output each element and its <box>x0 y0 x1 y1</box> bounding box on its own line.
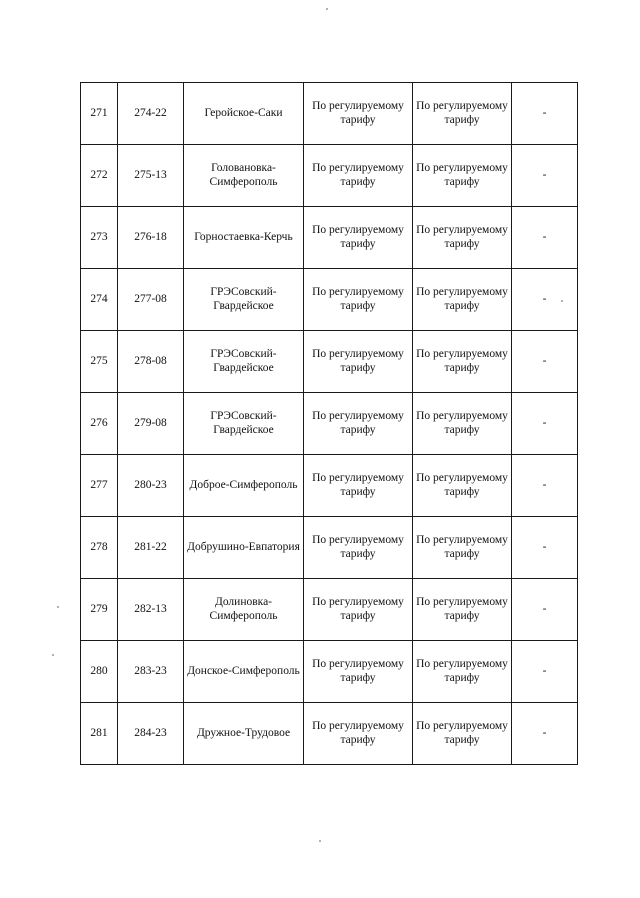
registry-code-cell: 277-08 <box>118 269 184 331</box>
registry-code-cell: 274-22 <box>118 83 184 145</box>
note-cell: - <box>512 703 578 765</box>
note-cell: - <box>512 331 578 393</box>
tariff-type-cell: По регулируемому тарифу <box>304 331 413 393</box>
route-number-cell: 279 <box>81 579 118 641</box>
table-row <box>81 393 578 455</box>
note-cell: - <box>512 517 578 579</box>
route-name-cell: ГРЭСовский-Гвардейское <box>184 269 304 331</box>
routes-table <box>80 82 578 765</box>
table-row <box>81 145 578 207</box>
registry-code-cell: 281-22 <box>118 517 184 579</box>
route-number-cell: 276 <box>81 393 118 455</box>
route-name-cell: Доброе-Симферополь <box>184 455 304 517</box>
tariff-type-cell: По регулируемому тарифу <box>304 455 413 517</box>
note-cell: - <box>512 641 578 703</box>
scan-speck <box>319 840 321 842</box>
tariff-type-cell-2: По регулируемому тарифу <box>413 207 512 269</box>
route-number-cell: 274 <box>81 269 118 331</box>
tariff-type-cell-2: По регулируемому тарифу <box>413 83 512 145</box>
tariff-type-cell: По регулируемому тарифу <box>304 145 413 207</box>
registry-code-cell: 279-08 <box>118 393 184 455</box>
tariff-type-cell-2: По регулируемому тарифу <box>413 703 512 765</box>
scan-speck <box>561 300 563 302</box>
route-name-cell: Дружное-Трудовое <box>184 703 304 765</box>
route-number-cell: 272 <box>81 145 118 207</box>
route-name-cell: Горностаевка-Керчь <box>184 207 304 269</box>
table-row <box>81 579 578 641</box>
table-row <box>81 207 578 269</box>
routes-table-body <box>81 83 578 765</box>
route-name-cell: Донское-Симферополь <box>184 641 304 703</box>
registry-code-cell: 283-23 <box>118 641 184 703</box>
route-name-cell: Долиновка-Симферополь <box>184 579 304 641</box>
table-row <box>81 517 578 579</box>
route-number-cell: 281 <box>81 703 118 765</box>
registry-code-cell: 282-13 <box>118 579 184 641</box>
tariff-type-cell-2: По регулируемому тарифу <box>413 393 512 455</box>
scan-speck <box>52 654 54 656</box>
route-name-cell: ГРЭСовский-Гвардейское <box>184 331 304 393</box>
note-cell: - <box>512 455 578 517</box>
tariff-type-cell: По регулируемому тарифу <box>304 269 413 331</box>
note-cell: - <box>512 207 578 269</box>
tariff-type-cell-2: По регулируемому тарифу <box>413 517 512 579</box>
table-row <box>81 331 578 393</box>
scan-speck <box>57 606 59 608</box>
note-cell: - <box>512 83 578 145</box>
registry-code-cell: 284-23 <box>118 703 184 765</box>
table-row <box>81 455 578 517</box>
route-number-cell: 277 <box>81 455 118 517</box>
note-cell: - <box>512 393 578 455</box>
tariff-type-cell: По регулируемому тарифу <box>304 207 413 269</box>
registry-code-cell: 278-08 <box>118 331 184 393</box>
scan-speck <box>326 8 328 10</box>
table-row <box>81 269 578 331</box>
route-name-cell: Добрушино-Евпатория <box>184 517 304 579</box>
route-number-cell: 278 <box>81 517 118 579</box>
tariff-type-cell: По регулируемому тарифу <box>304 703 413 765</box>
tariff-type-cell: По регулируемому тарифу <box>304 83 413 145</box>
tariff-type-cell-2: По регулируемому тарифу <box>413 579 512 641</box>
tariff-type-cell: По регулируемому тарифу <box>304 393 413 455</box>
note-cell: - <box>512 269 578 331</box>
table-row <box>81 83 578 145</box>
route-name-cell: ГРЭСовский-Гвардейское <box>184 393 304 455</box>
tariff-type-cell-2: По регулируемому тарифу <box>413 269 512 331</box>
table-row <box>81 641 578 703</box>
tariff-type-cell: По регулируемому тарифу <box>304 517 413 579</box>
tariff-type-cell: По регулируемому тарифу <box>304 641 413 703</box>
route-number-cell: 280 <box>81 641 118 703</box>
route-number-cell: 271 <box>81 83 118 145</box>
tariff-type-cell-2: По регулируемому тарифу <box>413 641 512 703</box>
note-cell: - <box>512 145 578 207</box>
route-number-cell: 273 <box>81 207 118 269</box>
registry-code-cell: 280-23 <box>118 455 184 517</box>
note-cell: - <box>512 579 578 641</box>
tariff-type-cell-2: По регулируемому тарифу <box>413 455 512 517</box>
registry-code-cell: 275-13 <box>118 145 184 207</box>
registry-code-cell: 276-18 <box>118 207 184 269</box>
table-row <box>81 703 578 765</box>
tariff-type-cell-2: По регулируемому тарифу <box>413 145 512 207</box>
tariff-type-cell: По регулируемому тарифу <box>304 579 413 641</box>
route-number-cell: 275 <box>81 331 118 393</box>
tariff-type-cell-2: По регулируемому тарифу <box>413 331 512 393</box>
route-name-cell: Геройское-Саки <box>184 83 304 145</box>
route-name-cell: Головановка-Симферополь <box>184 145 304 207</box>
